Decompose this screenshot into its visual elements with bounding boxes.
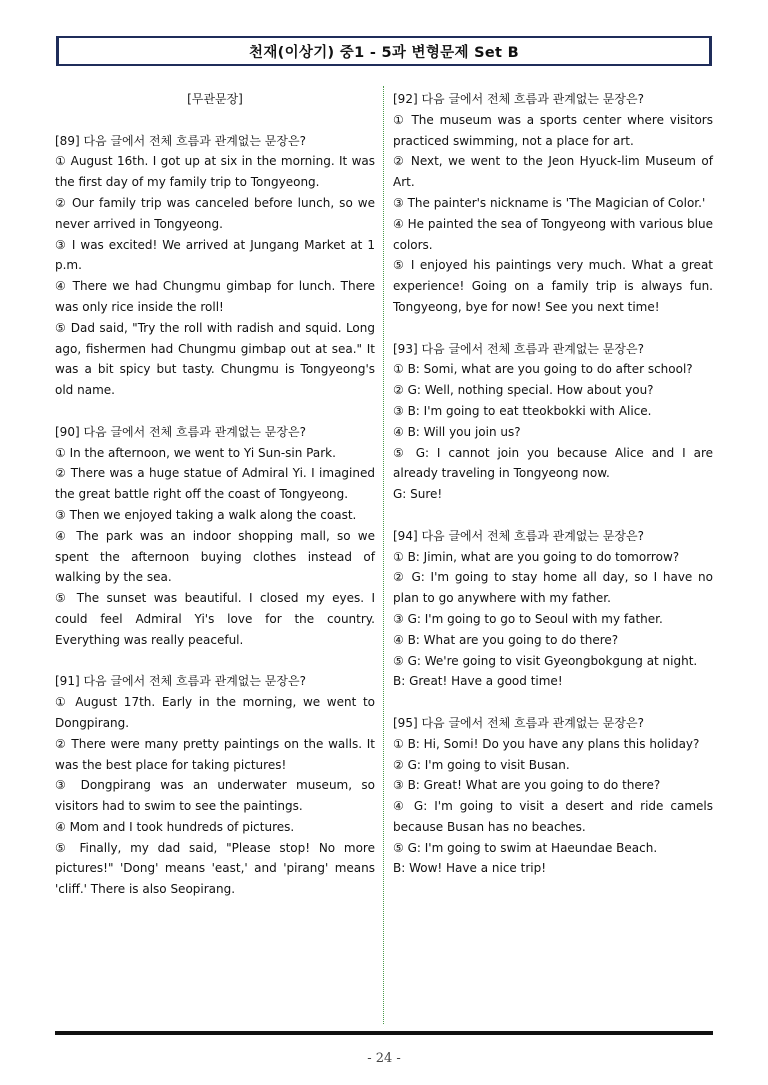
bottom-rule xyxy=(55,1031,713,1035)
question-prompt: [90] 다음 글에서 전체 흐름과 관계없는 문장은? xyxy=(55,424,306,439)
sentence-5: ⑤ G: I'm going to swim at Haeundae Beach. xyxy=(393,840,658,855)
sentence-1: ① August 16th. I got up at six in the morning. It was the first day of my family trip to Tongyeong. xyxy=(55,154,375,190)
sentence-4: ④ B: Will you join us? xyxy=(393,424,521,439)
question-prompt: [92] 다음 글에서 전체 흐름과 관계없는 문장은? xyxy=(393,92,644,106)
sentence-4: ④ He painted the sea of Tongyeong with various blue colors. xyxy=(393,216,713,252)
column-divider xyxy=(383,86,384,1024)
left-column xyxy=(55,89,375,900)
question-89 xyxy=(55,131,375,401)
page-number: - 24 - xyxy=(367,1051,401,1066)
sentence-2: ② G: Well, nothing special. How about you? xyxy=(393,383,654,398)
sentence-2: ② G: I'm going to visit Busan. xyxy=(393,757,570,772)
sentence-4: ④ The park was an indoor shopping mall, so we spent the afternoon buying clothes instead of walking by the sea. xyxy=(55,528,375,585)
sentence-1: ① The museum was a sports center where visitors practiced swimming, not a place for art. xyxy=(393,112,713,148)
sentence-5: ⑤ G: I cannot join you because Alice and I are already traveling in Tongyeong now. xyxy=(393,445,713,481)
sentence-5: ⑤ G: We're going to visit Gyeongbokgung at night. xyxy=(393,653,698,668)
question-prompt: [94] 다음 글에서 전체 흐름과 관계없는 문장은? xyxy=(393,528,644,543)
question-prompt: [89] 다음 글에서 전체 흐름과 관계없는 문장은? xyxy=(55,133,306,148)
closing-line: B: Wow! Have a nice trip! xyxy=(393,861,547,876)
sentence-1: ① B: Hi, Somi! Do you have any plans this holiday? xyxy=(393,736,700,751)
sentence-3: ③ B: I'm going to eat tteokbokki with Alice. xyxy=(393,403,652,418)
question-93 xyxy=(393,339,713,505)
question-prompt: [95] 다음 글에서 전체 흐름과 관계없는 문장은? xyxy=(393,715,644,730)
sentence-4: ④ G: I'm going to visit a desert and ride camels because Busan has no beaches. xyxy=(393,799,713,834)
question-95 xyxy=(393,713,713,879)
sentence-5: ⑤ The sunset was beautiful. I closed my eyes. I could feel Admiral Yi's love for the country. Everything was really peaceful. xyxy=(55,591,375,647)
page-title: 천재(이상기) 중1 - 5과 변형문제 Set B xyxy=(249,44,519,61)
question-91 xyxy=(55,671,375,900)
question-prompt: [91] 다음 글에서 전체 흐름과 관계없는 문장은? xyxy=(55,674,306,689)
sentence-4: ④ Mom and I took hundreds of pictures. xyxy=(55,819,295,834)
sentence-3: ③ The painter's nickname is 'The Magician of Color.' xyxy=(393,195,706,210)
sentence-2: ② G: I'm going to stay home all day, so I have no plan to go anywhere with my father. xyxy=(393,570,713,606)
question-92 xyxy=(393,89,713,318)
sentence-2: ② There were many pretty paintings on the walls. It was the best place for taking pictures! xyxy=(55,736,375,772)
section-label: [무관문장] xyxy=(187,92,243,106)
sentence-3: ③ Then we enjoyed taking a walk along the coast. xyxy=(55,507,357,522)
sentence-5: ⑤ Dad said, "Try the roll with radish and squid. Long ago, fishermen had Chungmu gimbap out at sea." It was a bit spicy but tasty. Chungmu is Tongyeong's old name. xyxy=(55,320,375,398)
sentence-5: ⑤ Finally, my dad said, "Please stop! No more pictures!" 'Dong' means 'east,' and 'pirang' means 'cliff.' There is also Seopirang. xyxy=(55,840,375,897)
question-90 xyxy=(55,422,375,651)
sentence-3: ③ Dongpirang was an underwater museum, so visitors had to swim to see the paintings. xyxy=(55,778,375,814)
sentence-2: ② Next, we went to the Jeon Hyuck-lim Museum of Art. xyxy=(393,154,713,190)
sentence-4: ④ There we had Chungmu gimbap for lunch. There was only rice inside the roll! xyxy=(55,279,375,314)
right-column xyxy=(393,89,713,879)
sentence-5: ⑤ I enjoyed his paintings very much. What a great experience! Going on a family trip is always fun. Tongyeong, bye for now! See you next time! xyxy=(393,258,713,314)
closing-line: B: Great! Have a good time! xyxy=(393,674,563,689)
page-title-box xyxy=(56,36,712,66)
sentence-3: ③ I was excited! We arrived at Jungang Market at 1 p.m. xyxy=(55,237,375,273)
closing-line: G: Sure! xyxy=(393,487,443,502)
question-94 xyxy=(393,526,713,692)
sentence-1: ① B: Jimin, what are you going to do tomorrow? xyxy=(393,549,680,564)
sentence-3: ③ G: I'm going to go to Seoul with my father. xyxy=(393,611,663,626)
sentence-2: ② Our family trip was canceled before lunch, so we never arrived in Tongyeong. xyxy=(55,195,375,231)
sentence-1: ① In the afternoon, we went to Yi Sun-sin Park. xyxy=(55,445,336,460)
sentence-1: ① August 17th. Early in the morning, we went to Dongpirang. xyxy=(55,695,375,730)
question-prompt: [93] 다음 글에서 전체 흐름과 관계없는 문장은? xyxy=(393,341,644,356)
sentence-1: ① B: Somi, what are you going to do after school? xyxy=(393,362,693,377)
sentence-2: ② There was a huge statue of Admiral Yi. I imagined the great battle right off the coast of Tongyeong. xyxy=(55,466,375,502)
sentence-4: ④ B: What are you going to do there? xyxy=(393,632,619,647)
sentence-3: ③ B: Great! What are you going to do there? xyxy=(393,778,661,793)
